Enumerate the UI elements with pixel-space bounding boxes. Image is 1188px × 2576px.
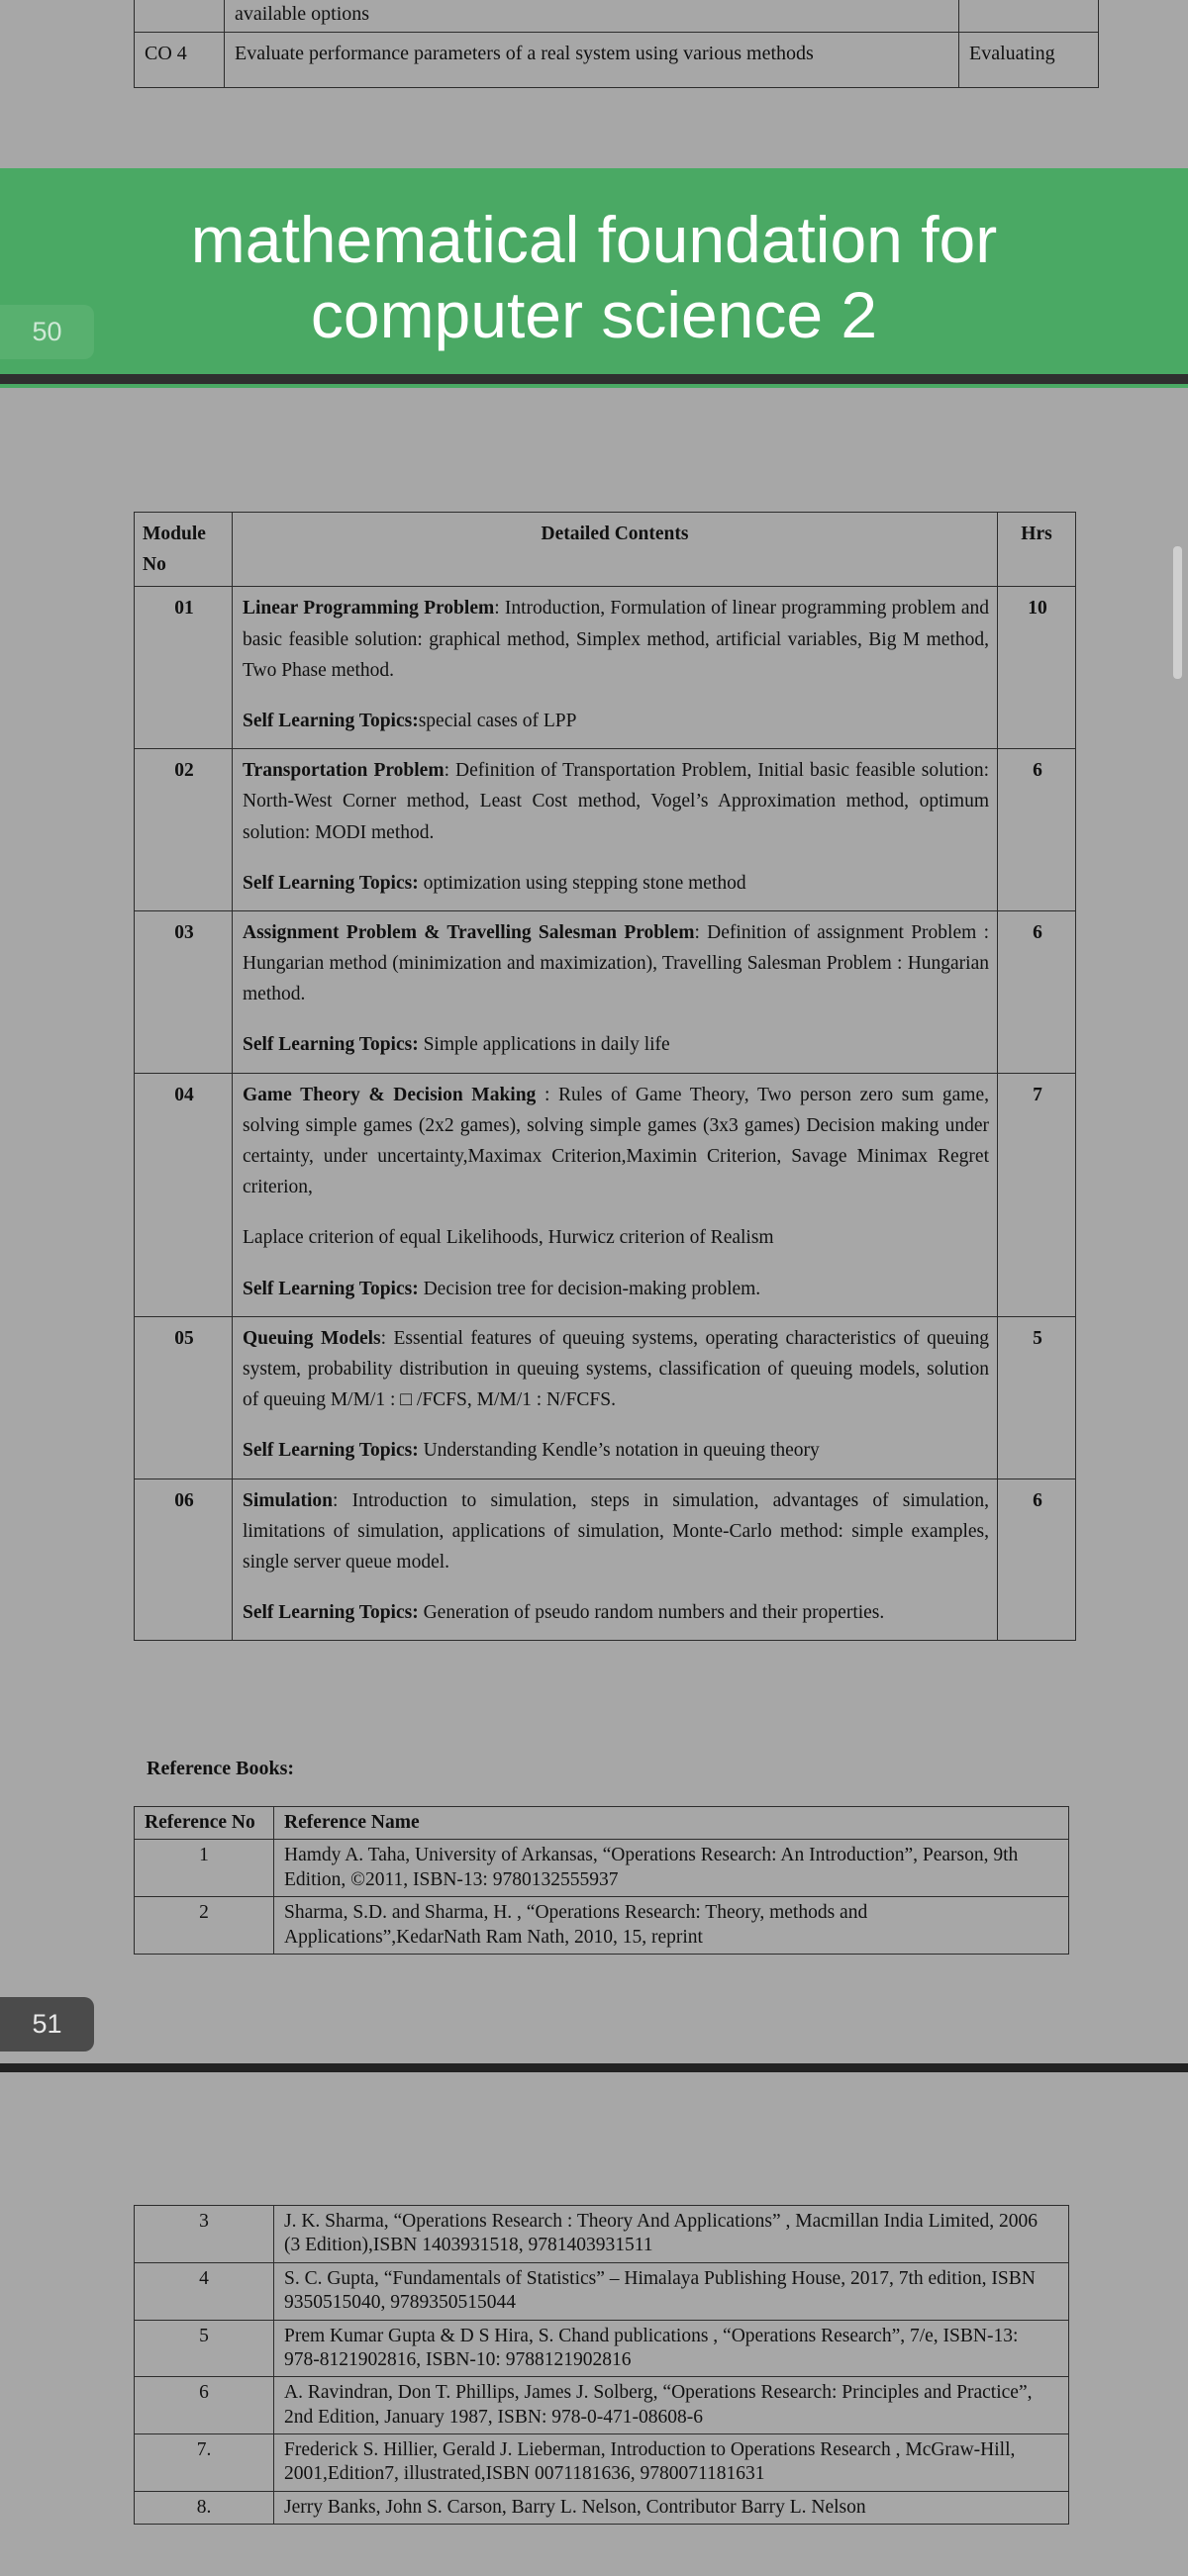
title-line-1: mathematical foundation for: [190, 203, 998, 276]
self-learning-label: Self Learning Topics:: [243, 1602, 419, 1624]
module-hours: 7: [998, 1073, 1076, 1316]
module-extra-text: Laplace criterion of equal Likelihoods, Hurwicz criterion of Realism: [243, 1227, 774, 1249]
table-row: [135, 1897, 1069, 1955]
module-title: Linear Programming Problem: [243, 598, 495, 620]
module-hours: 6: [998, 1479, 1076, 1641]
reference-name: Frederick S. Hillier, Gerald J. Lieberman, Introduction to Operations Research , McGraw-Hill, 2001,Edition7, illustrated,ISBN 0071181636, 9780071181631: [274, 2434, 1069, 2492]
module-title: Simulation: [243, 1489, 334, 1511]
module-title: Assignment Problem & Travelling Salesman Problem: [243, 921, 695, 943]
module-description: : Essential features of queuing systems, operating characteristics of queuing system, probability distribution in queuing systems, classification of queuing models, solution of queuing M/M/1 : □ /FCFS, M/M/1 : N/FCFS.: [243, 1327, 989, 1411]
module-content: [233, 1479, 998, 1641]
scrollbar-thumb[interactable]: [1173, 546, 1182, 679]
table-row: [135, 1840, 1069, 1897]
reference-table-continued: [134, 2205, 1069, 2525]
header-reference-no: Reference No: [135, 1807, 274, 1840]
module-number: 01: [135, 587, 233, 749]
reference-name: Jerry Banks, John S. Carson, Barry L. Nelson, Contributor Barry L. Nelson: [274, 2491, 1069, 2524]
banner-divider: [0, 374, 1188, 384]
table-row: [135, 587, 1076, 749]
table-row: [135, 1073, 1076, 1316]
reference-number: 1: [135, 1840, 274, 1897]
page-divider: [0, 2063, 1188, 2072]
reference-table: [134, 1806, 1069, 1955]
reference-number: 7.: [135, 2434, 274, 2492]
self-learning-text: Generation of pseudo random numbers and their properties.: [418, 1602, 885, 1624]
page-number-badge: 51: [0, 1997, 94, 2051]
page-number-badge: 50: [0, 305, 94, 359]
reference-number: 3: [135, 2206, 274, 2263]
reference-number: 5: [135, 2320, 274, 2377]
reference-number: 2: [135, 1897, 274, 1955]
reference-name: Hamdy A. Taha, University of Arkansas, “Operations Research: An Introduction”, Pearson, 9th Edition, ©2011, ISBN-13: 9780132555937: [274, 1840, 1069, 1897]
self-learning-label: Self Learning Topics:: [243, 872, 419, 894]
self-learning-label: Self Learning Topics:: [243, 1440, 419, 1462]
module-hours: 5: [998, 1316, 1076, 1479]
module-number: 02: [135, 749, 233, 911]
module-content: [233, 1316, 998, 1479]
module-title: Game Theory & Decision Making: [243, 1084, 537, 1105]
module-content: [233, 1073, 998, 1316]
module-description: : Definition of Transportation Problem, Initial basic feasible solution: North-West Corner method, Least Cost method, Vogel’s Approximation method, optimum solution: MODI method.: [243, 760, 989, 843]
self-learning-label: Self Learning Topics:: [243, 710, 419, 731]
self-learning-text: Simple applications in daily life: [418, 1034, 670, 1056]
self-learning-text: Decision tree for decision-making problem.: [418, 1278, 761, 1299]
module-title: Transportation Problem: [243, 760, 445, 782]
module-content: [233, 910, 998, 1073]
reference-name: J. K. Sharma, “Operations Research : Theory And Applications” , Macmillan India Limited, 2006 (3 Edition),ISBN 1403931518, 9781403931511: [274, 2206, 1069, 2263]
reference-books-heading: Reference Books:: [147, 1758, 295, 1779]
table-row: [135, 2491, 1069, 2524]
table-row: [135, 2377, 1069, 2434]
table-header-row: [135, 1807, 1069, 1840]
header-reference-name: Reference Name: [274, 1807, 1069, 1840]
table-row: [135, 749, 1076, 911]
table-row: [135, 0, 1099, 33]
module-number: 06: [135, 1479, 233, 1641]
self-learning-text: Understanding Kendle’s notation in queuing theory: [418, 1440, 820, 1462]
self-learning-label: Self Learning Topics:: [243, 1278, 419, 1299]
self-learning-label: Self Learning Topics:: [243, 1034, 419, 1056]
module-number: 05: [135, 1316, 233, 1479]
table-row: [135, 2206, 1069, 2263]
header-module-no: Module No: [135, 513, 233, 587]
co-description: Evaluate performance parameters of a real system using various methods: [225, 33, 959, 88]
reference-name: S. C. Gupta, “Fundamentals of Statistics” – Himalaya Publishing House, 2017, 7th edition, ISBN 9350515040, 9789350515044: [274, 2262, 1069, 2320]
co-level: Evaluating: [959, 33, 1099, 88]
table-row: [135, 2320, 1069, 2377]
reference-number: 6: [135, 2377, 274, 2434]
module-description: : Introduction, Formulation of linear programming problem and basic feasible solution: graphical method, Simplex method, artificial variables, Big M method, Two Phase method.: [243, 598, 989, 681]
reference-number: 4: [135, 2262, 274, 2320]
self-learning-text: optimization using stepping stone method: [418, 872, 746, 894]
module-content: [233, 749, 998, 911]
page-title: [0, 203, 1188, 353]
reference-name: Prem Kumar Gupta & D S Hira, S. Chand publications , “Operations Research”, 7/e, ISBN-13: 978-8121902816, ISBN-10: 9788121902816: [274, 2320, 1069, 2377]
module-description: : Definition of assignment Problem : Hungarian method (minimization and maximization), Travelling Salesman Problem : Hungarian method.: [243, 921, 989, 1005]
module-contents-table: [134, 512, 1076, 1641]
course-outcome-table: [134, 0, 1099, 88]
module-number: 04: [135, 1073, 233, 1316]
module-description: : Introduction to simulation, steps in simulation, advantages of simulation, limitations of simulation, applications of simulation, Monte-Carlo method: simple examples, single server queue model.: [243, 1489, 989, 1573]
reference-number: 8.: [135, 2491, 274, 2524]
table-row: [135, 2434, 1069, 2492]
module-hours: 10: [998, 587, 1076, 749]
table-row: [135, 910, 1076, 1073]
table-row: [135, 1479, 1076, 1641]
module-content: [233, 587, 998, 749]
reference-name: A. Ravindran, Don T. Phillips, James J. Solberg, “Operations Research: Principles and Practice”, 2nd Edition, January 1987, ISBN: 978-0-471-08608-6: [274, 2377, 1069, 2434]
header-detailed-contents: Detailed Contents: [233, 513, 998, 587]
table-row: [135, 1316, 1076, 1479]
module-hours: 6: [998, 749, 1076, 911]
table-row: [135, 33, 1099, 88]
partial-row-text: available options: [225, 0, 959, 33]
co-code: CO 4: [135, 33, 225, 88]
module-number: 03: [135, 910, 233, 1073]
module-hours: 6: [998, 910, 1076, 1073]
self-learning-text: special cases of LPP: [418, 710, 577, 731]
reference-name: Sharma, S.D. and Sharma, H. , “Operations Research: Theory, methods and Applications”,KedarNath Ram Nath, 2010, 15, reprint: [274, 1897, 1069, 1955]
table-header-row: [135, 513, 1076, 587]
table-row: [135, 2262, 1069, 2320]
module-title: Queuing Models: [243, 1327, 381, 1349]
module-description: : Rules of Game Theory, Two person zero sum game, solving simple games (2x2 games), solving simple games (3x3 games) Decision making under certainty, under uncertainty,Maximax Criterion,Maximin Criterion, Savage Minimax Regret criterion,: [243, 1084, 989, 1198]
header-hrs: Hrs: [998, 513, 1076, 587]
title-line-2: computer science 2: [310, 277, 878, 351]
